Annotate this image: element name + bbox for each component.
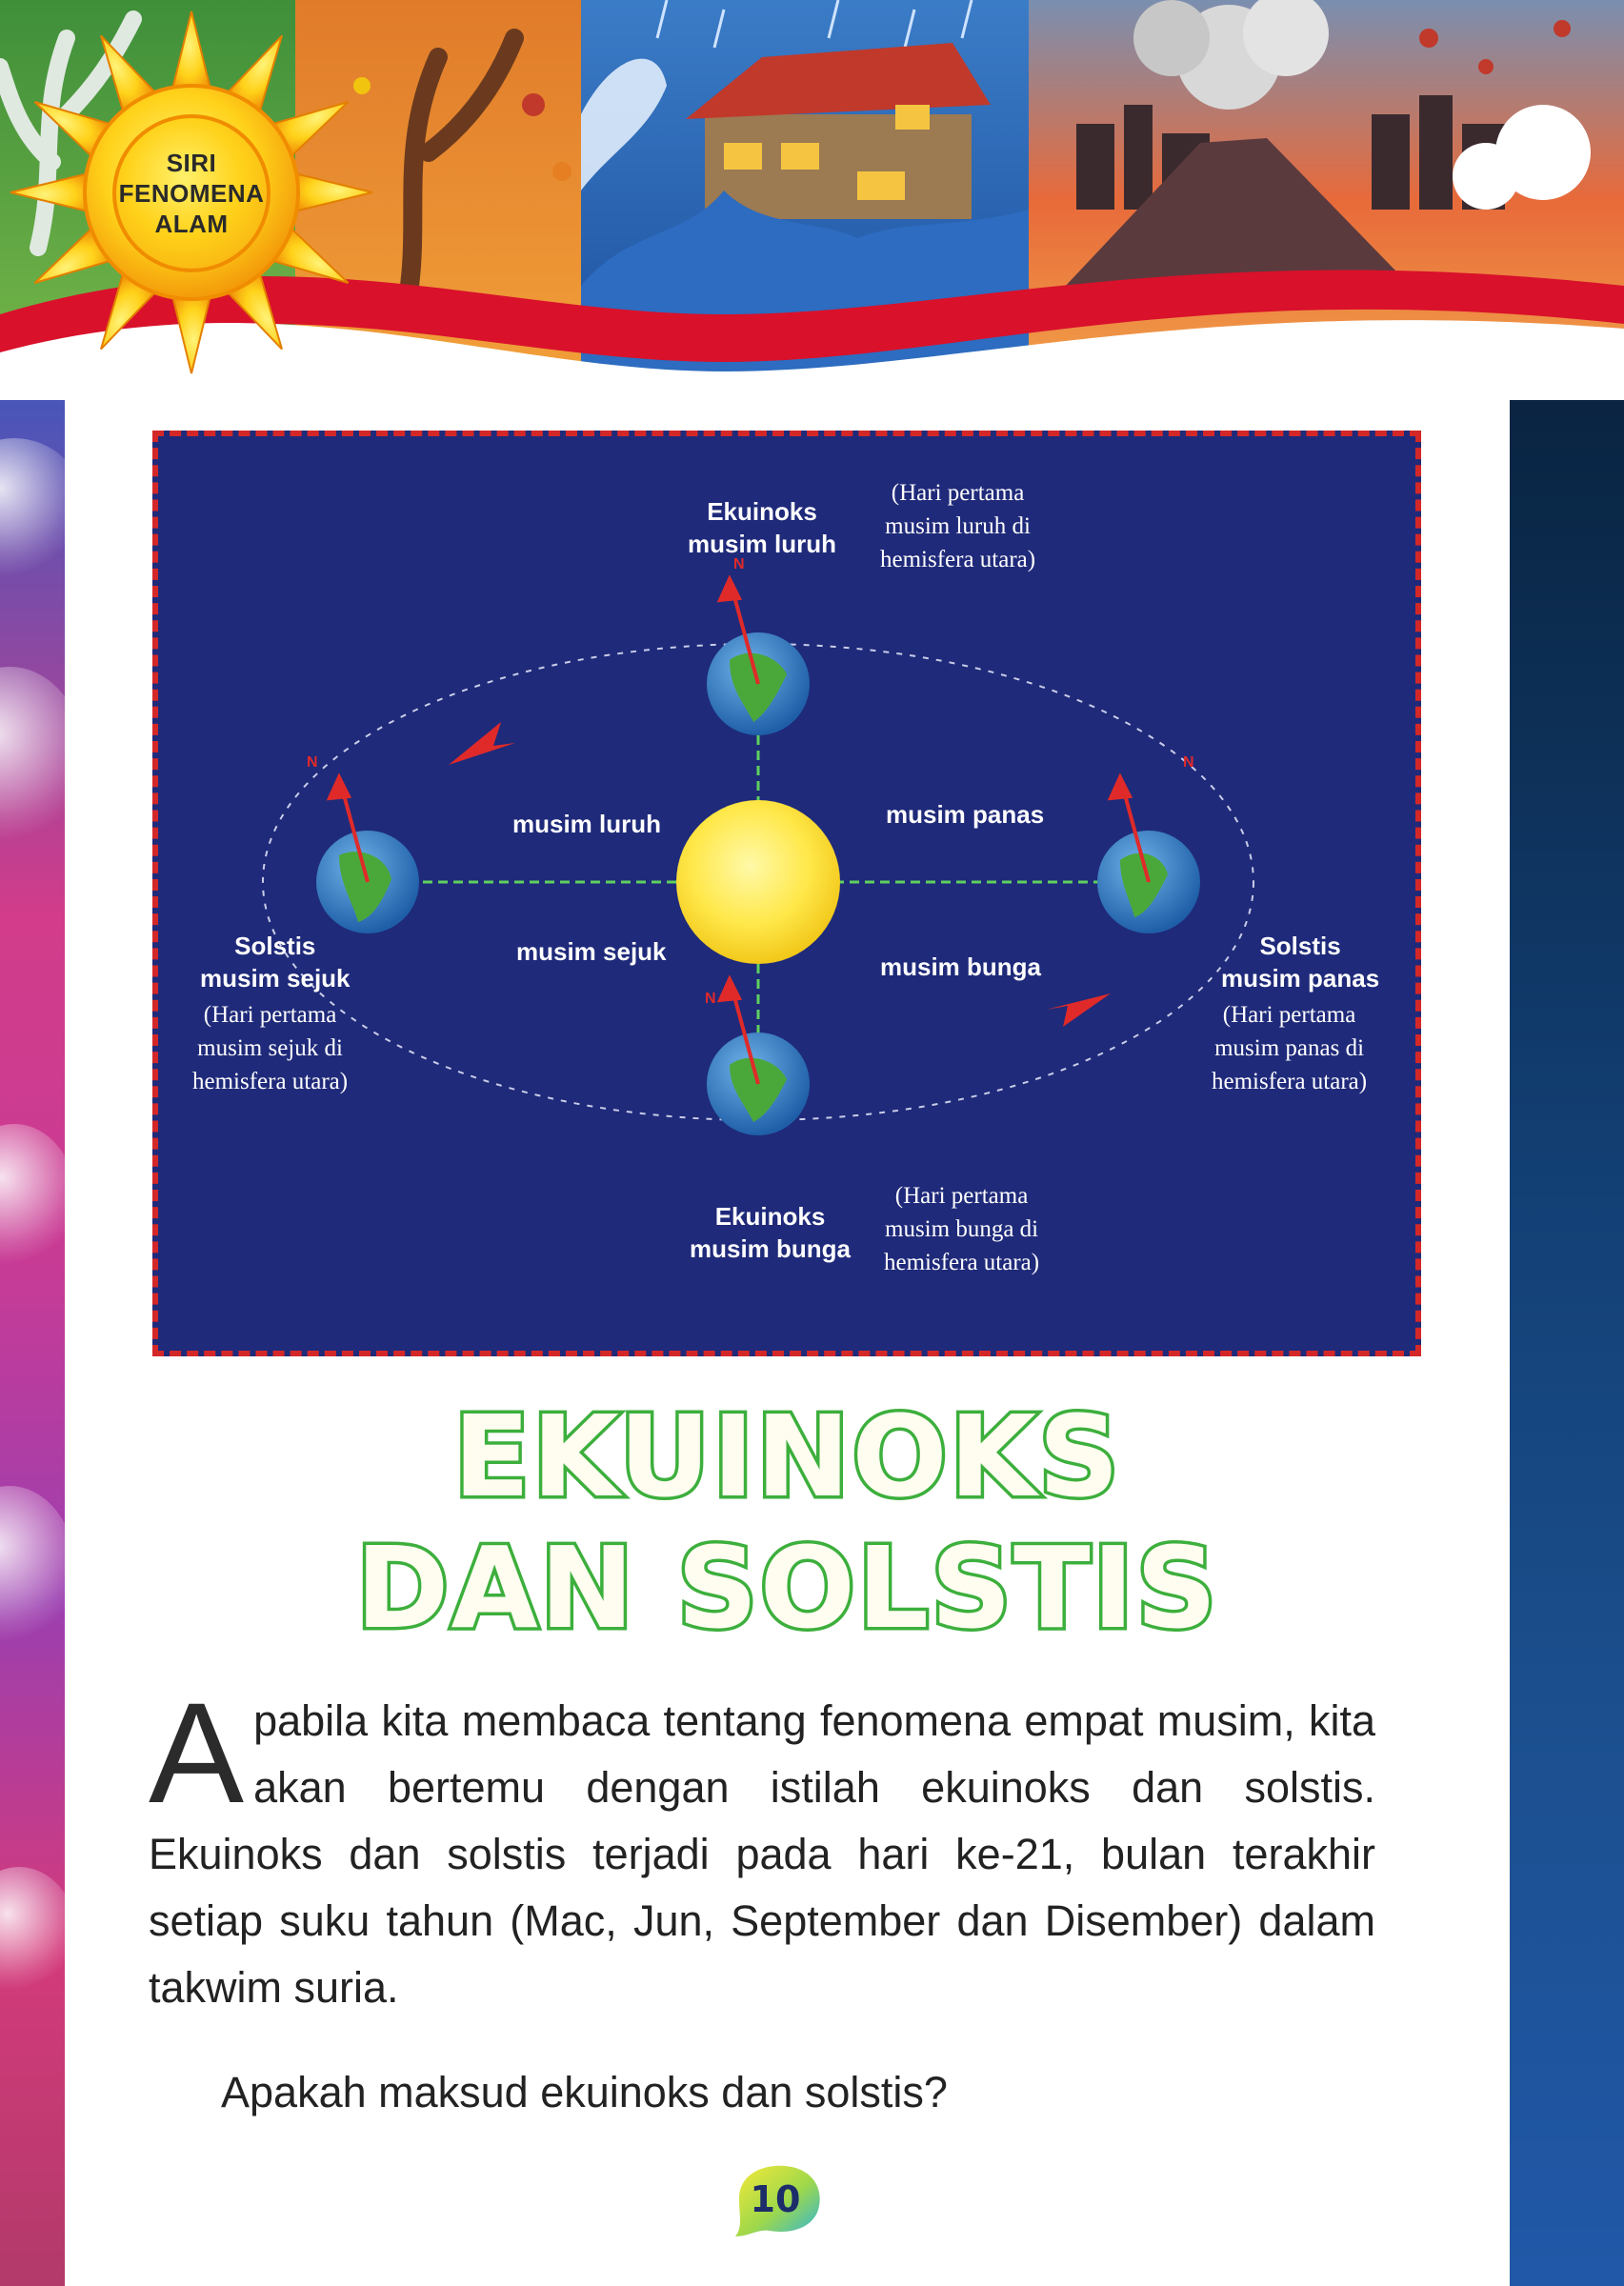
season-panas: musim panas (886, 800, 1045, 829)
note-line: (Hari pertama (891, 480, 1025, 506)
page-heading (65, 1391, 1510, 1654)
note-line: hemisfera utara) (884, 1250, 1040, 1275)
note-ekuinoks-bunga (884, 1179, 1039, 1279)
series-badge (112, 114, 271, 272)
blossom (1419, 29, 1438, 48)
blossom (1478, 59, 1494, 74)
season-luruh: musim luruh (512, 810, 662, 838)
note-line: (Hari pertama (203, 1002, 337, 1028)
label-solstis-panas (1221, 930, 1379, 994)
note-line: hemisfera utara) (192, 1069, 349, 1094)
note-line: musim bunga di (885, 1216, 1039, 1242)
body-question: Apakah maksud ekuinoks dan solstis? (221, 2068, 948, 2116)
badge-line-3: ALAM (154, 210, 229, 238)
label-line: musim panas (1221, 964, 1380, 993)
label-ekuinoks-bunga (690, 1200, 851, 1265)
label-line: Ekuinoks (714, 1202, 826, 1231)
label-ekuinoks-luruh (688, 495, 836, 560)
paragraph-text: pabila kita membaca tentang fenomena empat musim, kita akan bertemu dengan istilah ekuinoks dan solstis. Ekuinoks dan solstis terjadi pada hari ke-21, bulan terakhir setiap suku tahun (Mac, Jun, September dan Disember) dalam takwim suria. (149, 1696, 1375, 2012)
orbit-arrow-right (1046, 993, 1111, 1027)
note-line: musim luruh di (885, 513, 1031, 539)
season-bunga: musim bunga (880, 952, 1042, 981)
label-solstis-sejuk (200, 930, 351, 994)
cloud (1453, 143, 1519, 210)
label-line: musim bunga (690, 1234, 852, 1263)
season-sejuk: musim sejuk (516, 937, 667, 966)
ash-cloud (1133, 0, 1210, 76)
label-line: musim sejuk (200, 964, 351, 993)
label-line: Solstis (1259, 932, 1341, 960)
note-line: hemisfera utara) (880, 547, 1036, 572)
heading-line-2: DAN SOLSTIS (355, 1522, 1219, 1654)
note-solstis-sejuk (192, 998, 348, 1098)
sun (676, 800, 840, 964)
label-line: musim luruh (688, 530, 837, 558)
north-marker-top: N (733, 556, 745, 572)
leaf (353, 77, 371, 94)
body-paragraph (149, 1673, 1375, 2021)
north-marker-right: N (1183, 754, 1194, 771)
orbit-diagram (152, 431, 1421, 1356)
note-solstis-panas (1212, 998, 1367, 1098)
note-line: hemisfera utara) (1212, 1069, 1368, 1094)
badge-line-2: FENOMENA (118, 179, 265, 208)
orbit-arrow-left (449, 722, 515, 765)
header-banner (0, 0, 1624, 400)
leaf (522, 93, 545, 116)
note-line: (Hari pertama (894, 1183, 1029, 1209)
note-line: musim panas di (1214, 1035, 1365, 1061)
page-number-badge (726, 2160, 825, 2238)
label-line: Ekuinoks (707, 497, 817, 526)
note-line: musim sejuk di (197, 1035, 343, 1061)
note-line: (Hari pertama (1222, 1002, 1356, 1028)
blossom (1554, 20, 1571, 37)
north-marker-left: N (307, 754, 318, 771)
note-ekuinoks-luruh (880, 476, 1035, 576)
leaf (552, 162, 571, 181)
drop-cap: A (149, 1673, 245, 1833)
heading-line-1: EKUINOKS (452, 1391, 1122, 1522)
page-number: 10 (750, 2178, 801, 2220)
badge-line-1: SIRI (166, 149, 217, 177)
north-marker-bottom: N (705, 991, 716, 1007)
label-line: Solstis (234, 932, 316, 960)
